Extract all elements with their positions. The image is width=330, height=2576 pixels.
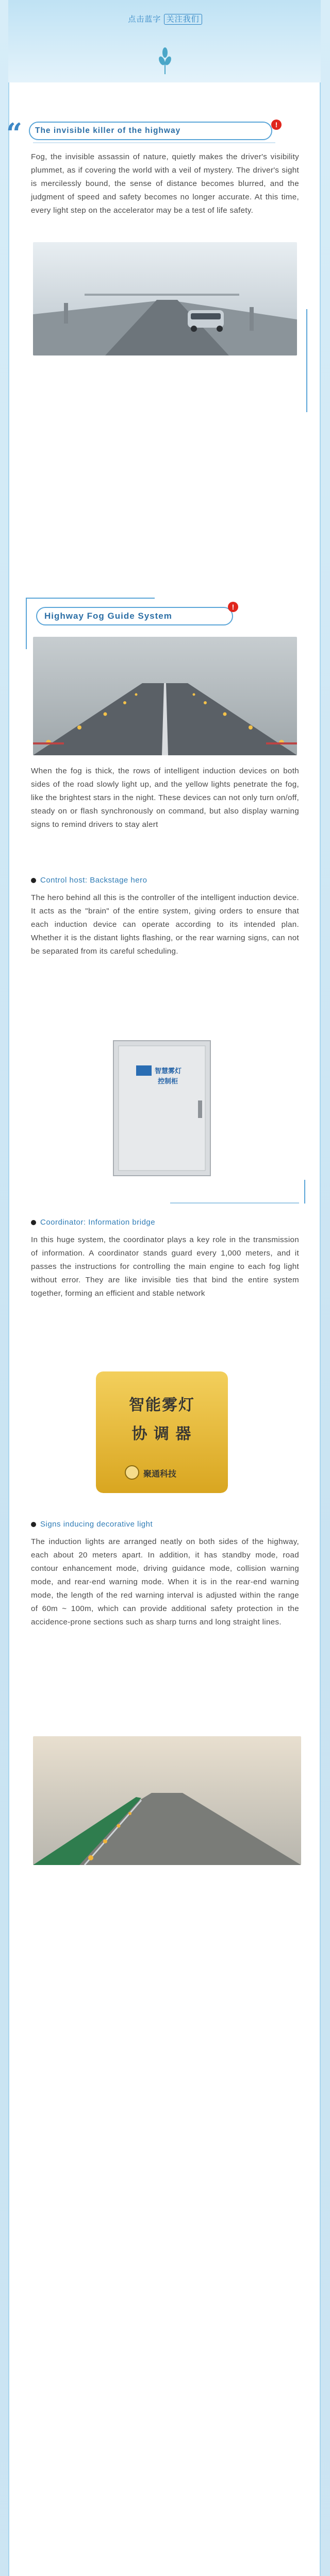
roadside-lights-photo (33, 1736, 301, 1865)
follow-prefix: 点击蓝字 (128, 15, 161, 24)
quote-mark-icon: “ (6, 117, 23, 150)
section1-body: Fog, the invisible assassin of nature, quietly makes the driver's visibility plummet, as if covering the world with a veil of mystery. The driver's sight is mercilessly bound, the sense of distance becomes blurred, and the judgment of speed and safety becomes no longer accurate. At this time, every light step on the accelerator may be a test of life safety. (31, 152, 299, 215)
section2-top-line (26, 598, 155, 599)
section1-bracket-line (306, 309, 307, 412)
coordinator-device-image (96, 1371, 228, 1493)
bullet-dot-icon (31, 878, 36, 883)
highway-fog-photo (33, 242, 297, 355)
section1-divider (33, 142, 275, 143)
control-host-heading-text: Control host: Backstage hero (40, 876, 147, 885)
follow-prompt[interactable] (0, 13, 330, 24)
device-line-2: 协 调 器 (131, 1426, 192, 1443)
bullet-dot-icon (31, 1522, 36, 1527)
bullet-dot-icon (31, 1220, 36, 1225)
device-brand: 聚通科技 (143, 1470, 177, 1479)
fog-guide-road-photo (33, 637, 297, 755)
device-line-1: 智能雾灯 (129, 1397, 195, 1414)
section2-badge: ! (228, 602, 238, 612)
control-cabinet-image (90, 1033, 234, 1183)
cabinet-label-2: 控制柜 (158, 1077, 178, 1085)
cabinet-label-1: 智慧雾灯 (155, 1067, 182, 1075)
follow-highlight[interactable]: 关注我们 (164, 14, 202, 25)
section2-body: When the fog is thick, the rows of intelligent induction devices on both sides of the road slowly light up, and the yellow lights penetrate the fog, like the brightest stars in the night. These devices can not only turn on/off, steady on or flash synchronously on command, but also display warning signs to remind drivers to stay alert (31, 767, 299, 829)
control-host-heading (31, 876, 299, 885)
section2-left-line (26, 598, 27, 649)
coordinator-body: In this huge system, the coordinator plays a key role in the transmission of information. A coordinator stands guard every 1,000 meters, and it passes the instructions for controlling the main engine to each fog light without error. They are like invisible ties that bind the entire system together, forming an efficient and stable network (31, 1235, 299, 1298)
section1-badge: ! (271, 120, 282, 130)
leaf-logo-icon (158, 46, 172, 75)
coordinator-heading (31, 1218, 299, 1227)
coordinator-side-line (304, 1180, 305, 1204)
section1-title: The invisible killer of the highway (29, 122, 272, 140)
signs-body: The induction lights are arranged neatly on both sides of the highway, each about 20 meters apart. In addition, it has standby mode, road contour enhancement mode, driving guidance mode, collision warning mode, and rear-end warning mode. When it is in the rear-end warning mode, the length of the red warning interval is adjusted within the range of 60m ~ 100m, which can provide additional safety protection in the accidence-prone sections such as sharp turns and long straight lines. (31, 1537, 299, 1626)
signs-heading (31, 1520, 299, 1529)
section2-title: Highway Fog Guide System (36, 607, 233, 625)
coordinator-divider (170, 1202, 299, 1204)
control-host-body: The hero behind all this is the controller of the intelligent induction device. It acts as the "brain" of the entire system, giving orders to ensure that each induction device can operate according to its intended plan. Whether it is the distant lights flashing, or the rear warning signs, can not be separated from its careful scheduling. (31, 893, 299, 956)
signs-heading-text: Signs inducing decorative light (40, 1520, 153, 1529)
coordinator-heading-text: Coordinator: Information bridge (40, 1218, 156, 1227)
